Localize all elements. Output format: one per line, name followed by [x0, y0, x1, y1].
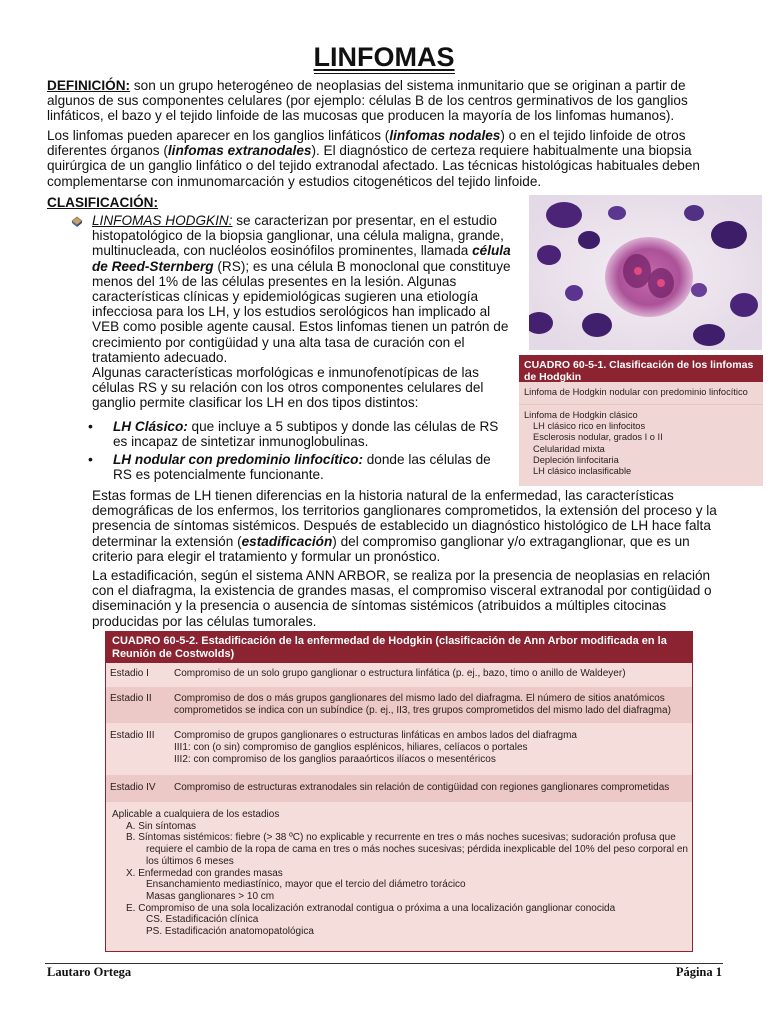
reed-sternberg-micrograph — [529, 195, 762, 350]
definition-text: son un grupo heterogéneo de neoplasias del sistema inmunitario que se originan a partir de algunos de sus componentes celulares (por ejemplo: células B de los centros germinativos de los ganglios linfáticos, el bazo y el tejido linfoide de las mucosas que producen la mayoría de los linfomas humanos). — [47, 78, 688, 124]
intro-paragraph: Los linfomas pueden aparecer en los ganglios linfáticos (linfomas nodales) o en el tejido linfoide de otros diferentes órganos (linfomas extranodales). El diagnóstico de certeza requiere habitualmente una biopsia quirúrgica de un ganglio linfático o del tejido extranodal afectado. Las técnicas histológicas habituales deben complementarse con inmunomarcación y estudios citogenéticos del tejido linfoide. — [47, 128, 700, 189]
reed-sternberg-term: célula de Reed-Sternberg — [92, 243, 511, 274]
estadificacion-paragraph: La estadificación, según el sistema ANN ARBOR, se realiza por la presencia de neoplasias en relación con el diafragma, la existencia de grandes masas, el compromiso visceral extranodal por contigüidad o diseminación y la presencia o ausencia de síntomas sistémicos (atribuidos a múltiples citocinas producidas por las células tumorales. — [92, 568, 712, 629]
footer-divider — [45, 963, 723, 964]
book-bullet-icon — [71, 215, 83, 227]
clasificacion-heading: CLASIFICACIÓN: — [47, 195, 159, 210]
cuadro-60-5-1 — [519, 355, 763, 486]
linfomas-extranodales-term: linfomas extranodales — [167, 143, 312, 159]
stage-row: Estadio IV Compromiso de estructuras extranodales sin relación de contigüidad con regiones ganglionares comprometidas — [106, 775, 692, 802]
linfomas-nodales-term: linfomas nodales — [389, 128, 501, 143]
cuadro-row: Linfoma de Hodgkin nodular con predominio linfocítico — [519, 382, 763, 405]
stage-row: Estadio III Compromiso de grupos ganglionares o estructuras linfáticas en ambos lados del diafragma III1: con (o sin) compromiso de ganglios esplénicos, hiliares, celíacos o portales III2: con compromiso de los ganglios paraaórticos ilíacos o mesentéricos — [110, 730, 577, 765]
forms-paragraph: Estas formas de LH tienen diferencias en la historia natural de la enfermedad, las características demográficas de los enfermos, los territorios ganglionares comprometidos, la extensión del proceso y la presencia de síntomas sistémicos. Después de establecido un diagnóstico histológico de LH hace falta determinar la extensión (estadificación) del compromiso ganglionar y/o extraganglionar, que es un criterio para elegir el tratamiento y formular un pronóstico. — [92, 488, 717, 564]
stage-row: Estadio I Compromiso de un solo grupo ganglionar o estructura linfática (p. ej., bazo, timo o anillo de Waldeyer) — [110, 668, 626, 679]
definition-label: DEFINICIÓN: — [47, 78, 131, 93]
hodgkin-label: LINFOMAS HODGKIN: — [92, 213, 233, 228]
hodgkin-paragraph: LINFOMAS HODGKIN: se caracterizan por presentar, en el estudio histopatológico de la biopsia ganglionar, una célula maligna, grande, multinucleada, con nucléolos eosinófilos prominentes, llamada célula de Reed-Sternberg (RS); es una célula B monoclonal que constituye menos del 1% de las células presentes en la lesión. Algunas características clínicas y epidemiológicas sugieren una etiología infecciosa para los LH, y los estudios serológicos han implicado al VEB como posible agente causal. Estos linfomas tienen un patrón de crecimiento por contigüidad y una alta tasa de curación con el tratamiento adecuado. Algunas características morfológicas e inmunofenotípicas de las células RS y su relación con los otros componentes celulares del ganglio permite clasificar los LH en dos tipos distintos: — [92, 213, 511, 411]
footer-author: Lautaro Ortega — [47, 965, 132, 979]
stage-row: Estadio II Compromiso de dos o más grupos ganglionares del mismo lado del diafragma. El número de sitios anatómicos comprometidos se indica con un subíndice (p. ej., II3, tres grupos comprometidos del mismo lado del diafragma) — [106, 687, 692, 723]
applicable-section: Aplicable a cualquiera de los estadios A. Sin síntomas B. Síntomas sistémicos: fiebre (> 38 ºC) no explicable y recurrente en tres o más noches sucesivas; sudoración profusa que requiere el cambio de la ropa de cama en tres o más noches sucesivas; pérdida inexplicable del 10% del peso corporal en los últimos 6 meses X. Enfermedad con grandes masas Ensanchamiento mediastínico, mayor que el tercio del diámetro torácico Masas ganglionares > 10 cm E. Compromiso de una sola localización extranodal contigua o próxima a una localización ganglionar conocida CS. Estadificación clínica PS. Estadificación anatomopatológica — [112, 809, 688, 938]
cuadro-60-5-1-title: CUADRO 60-5-1. Clasificación de los linfomas de Hodgkin — [519, 355, 763, 382]
estadificacion-term: estadificación — [241, 533, 333, 549]
cuadro-row: Linfoma de Hodgkin clásico LH clásico rico en linfocitos Esclerosis nodular, grados I o II Celularidad mixta Depleción linfocitaria LH clásico inclasificable — [524, 410, 663, 477]
cuadro-60-5-2-title: CUADRO 60-5-2. Estadificación de la enfermedad de Hodgkin (clasificación de Ann Arbor modificada en la Reunión de Costwolds) — [106, 632, 692, 663]
definition-paragraph — [47, 78, 727, 124]
cuadro-60-5-2 — [105, 631, 693, 952]
subtype-item: • LH nodular con predominio linfocítico: donde las células de RS es potencialmente funcionante. — [88, 451, 491, 483]
page-title: LINFOMAS — [313, 42, 455, 72]
subtype-item: • LH Clásico: que incluye a 5 subtipos y donde las células de RS es incapaz de sintetizar inmunoglobulinas. — [88, 418, 499, 450]
footer-page-number: Página 1 — [675, 965, 722, 979]
